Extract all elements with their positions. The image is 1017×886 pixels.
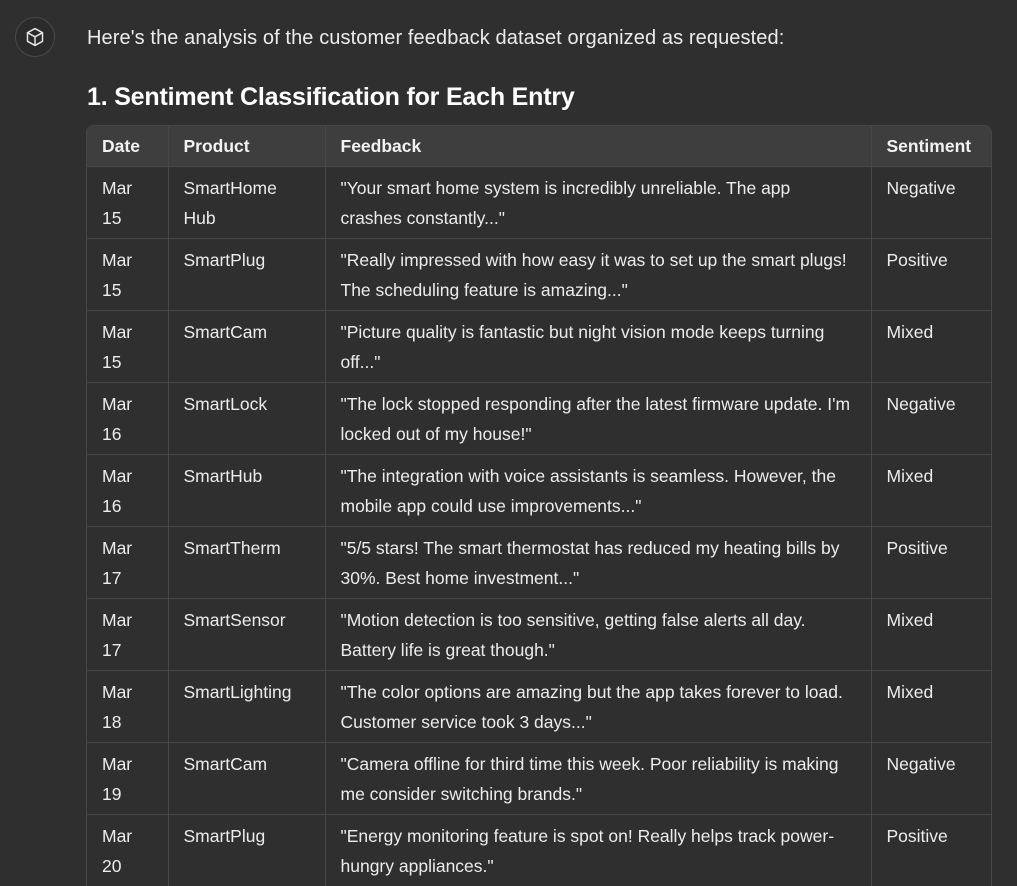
sentiment-cell: Positive (871, 527, 991, 599)
feedback-cell: "5/5 stars! The smart thermostat has reduced my heating bills by 30%. Best home investment..." (325, 527, 871, 599)
sentiment-cell: Negative (871, 167, 991, 239)
column-header-product: Product (168, 126, 325, 167)
sentiment-cell: Positive (871, 239, 991, 311)
feedback-cell: "The lock stopped responding after the latest firmware update. I'm locked out of my house!" (325, 383, 871, 455)
column-header-date: Date (87, 126, 168, 167)
table-row (87, 599, 991, 671)
table-row (87, 671, 991, 743)
sentiment-cell: Positive (871, 815, 991, 886)
date-cell: Mar 15 (87, 167, 168, 239)
section-heading: 1. Sentiment Classification for Each Entry (87, 83, 575, 111)
table-row (87, 527, 991, 599)
date-cell: Mar 19 (87, 743, 168, 815)
product-cell: SmartCam (168, 743, 325, 815)
table-row (87, 815, 991, 886)
assistant-message (87, 0, 991, 876)
feedback-cell: "The color options are amazing but the app takes forever to load. Customer service took 3 days..." (325, 671, 871, 743)
product-cell: SmartPlug (168, 239, 325, 311)
sentiment-cell: Mixed (871, 455, 991, 527)
table-row (87, 311, 991, 383)
sentiment-cell: Mixed (871, 311, 991, 383)
date-cell: Mar 17 (87, 527, 168, 599)
table-row (87, 383, 991, 455)
product-cell: SmartHome Hub (168, 167, 325, 239)
message-intro: Here's the analysis of the customer feedback dataset organized as requested: (87, 27, 785, 49)
sentiment-cell: Negative (871, 383, 991, 455)
assistant-avatar (15, 17, 55, 57)
table-row (87, 167, 991, 239)
date-cell: Mar 17 (87, 599, 168, 671)
column-header-feedback: Feedback (325, 126, 871, 167)
table-row (87, 239, 991, 311)
table-row (87, 455, 991, 527)
sentiment-table (86, 125, 992, 886)
product-cell: SmartHub (168, 455, 325, 527)
feedback-cell: "Your smart home system is incredibly unreliable. The app crashes constantly..." (325, 167, 871, 239)
product-cell: SmartSensor (168, 599, 325, 671)
date-cell: Mar 15 (87, 239, 168, 311)
openai-cube-icon (24, 26, 46, 48)
product-cell: SmartCam (168, 311, 325, 383)
column-header-sentiment: Sentiment (871, 126, 991, 167)
date-cell: Mar 20 (87, 815, 168, 886)
feedback-cell: "Really impressed with how easy it was to set up the smart plugs! The scheduling feature is amazing..." (325, 239, 871, 311)
date-cell: Mar 16 (87, 455, 168, 527)
date-cell: Mar 18 (87, 671, 168, 743)
sentiment-cell: Negative (871, 743, 991, 815)
feedback-cell: "Picture quality is fantastic but night vision mode keeps turning off..." (325, 311, 871, 383)
product-cell: SmartLighting (168, 671, 325, 743)
feedback-cell: "Energy monitoring feature is spot on! Really helps track power-hungry appliances." (325, 815, 871, 886)
feedback-cell: "Motion detection is too sensitive, getting false alerts all day. Battery life is great though." (325, 599, 871, 671)
date-cell: Mar 15 (87, 311, 168, 383)
table-row (87, 743, 991, 815)
feedback-cell: "The integration with voice assistants is seamless. However, the mobile app could use improvements..." (325, 455, 871, 527)
table-header-row (87, 126, 991, 167)
sentiment-cell: Mixed (871, 671, 991, 743)
product-cell: SmartPlug (168, 815, 325, 886)
sentiment-cell: Mixed (871, 599, 991, 671)
feedback-cell: "Camera offline for third time this week. Poor reliability is making me consider switching brands." (325, 743, 871, 815)
product-cell: SmartLock (168, 383, 325, 455)
product-cell: SmartTherm (168, 527, 325, 599)
date-cell: Mar 16 (87, 383, 168, 455)
